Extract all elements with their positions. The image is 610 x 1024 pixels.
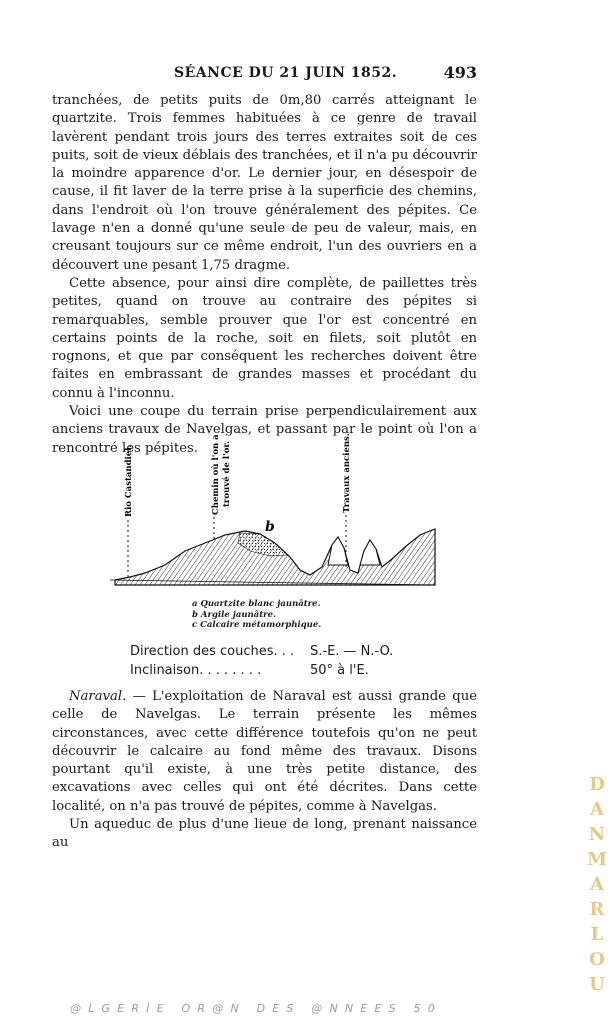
label-chemin-2: trouvé de l'or. (222, 440, 232, 507)
figure-legend (192, 599, 321, 631)
terrain-profile (115, 529, 435, 585)
label-chemin-1: Chemin où l'on a (211, 434, 221, 515)
spec-inclinaison-value: 50° à l'E. (310, 663, 369, 678)
spec-direction (130, 642, 393, 661)
paragraph-naraval (52, 688, 477, 816)
paragraph-2: Cette absence, pour ainsi dire complète, de paillettes très petites, quand on trouve au contraire des pépites si remarquables, semble prouver que l'or est concentré en certains points de la roche, soit en filets, soit plutôt en rognons, et que par conséquent les recherches doivent être faites en embrassant de grandes masses et procédant du connu à l'inconnu. (52, 275, 477, 401)
spec-inclinaison (130, 661, 393, 680)
legend-b: b Argile jaunâtre. (192, 609, 276, 620)
paragraph-3: Voici une coupe du terrain prise perpendiculairement aux anciens travaux de Navelgas, et passant par le point où l'on a rencontré les pépites. (52, 404, 477, 456)
paragraph-1: tranchées, de petits puits de 0m,80 carrés atteignant le quartzite. Trois femmes habituées à ce genre de travail lavèrent pendant trois jours des terres extraites soit de ces puits, soit de vieux déblais des tranchées, et il n'a pu découvrir la moindre apparence d'or. Le dernier jour, en désespoir de cause, il fit laver de la terre prise à la superficie des chemins, dans l'endroit où l'on trouve généralement des pépites. Ce lavage n'en a donné qu'une seule de peu de valeur, mais, en creusant toujours sur ce même endroit, l'un des ouvriers en a découvert une pesant 1,75 dragme. (52, 93, 477, 273)
geological-cross-section (110, 425, 440, 635)
spec-direction-label: Direction des couches. . . (130, 644, 295, 659)
label-b: b (265, 519, 275, 535)
naraval-title: Naraval. (69, 689, 127, 704)
side-watermark: DANMARLOU (587, 774, 607, 995)
page-header (52, 63, 477, 89)
legend-c: c Calcaire métamorphique. (192, 620, 322, 630)
page-footer: @LGERIE OR@N DES @NNEES 50 (70, 1002, 442, 1015)
naraval-text: — L'exploitation de Naraval est aussi grande que celle de Navelgas. Le terrain présente les mêmes circonstances, avec cette différence toutefois qu'on ne peut découvrir le calcaire au fond même des travaux. Disons pourtant qu'il existe, à une très petite distance, des excavations avec celles qui ont été décrites. Dans cette localité, on n'a pas trouvé de pépites, comme à Navelgas. (52, 689, 477, 814)
page-number: 493 (443, 63, 477, 82)
spec-direction-value: S.-E. — N.-O. (310, 644, 394, 659)
layer-specs (130, 642, 393, 680)
limestone-peaks (328, 537, 380, 565)
running-head: SÉANCE DU 21 JUIN 1852. (174, 65, 398, 81)
label-travaux: Travaux anciens. (342, 433, 352, 513)
cross-section-drawing (110, 425, 440, 600)
label-rio: Rio Castandiel. (124, 444, 134, 517)
paragraph-aqueduc: Un aqueduc de plus d'une lieue de long, prenant naissance au (52, 817, 477, 851)
legend-a: a Quartzite blanc jaunâtre. (192, 599, 321, 609)
body-text-top (52, 92, 477, 458)
spec-inclinaison-label: Inclinaison. . . . . . . . (130, 663, 262, 678)
body-text-bottom (52, 688, 477, 853)
